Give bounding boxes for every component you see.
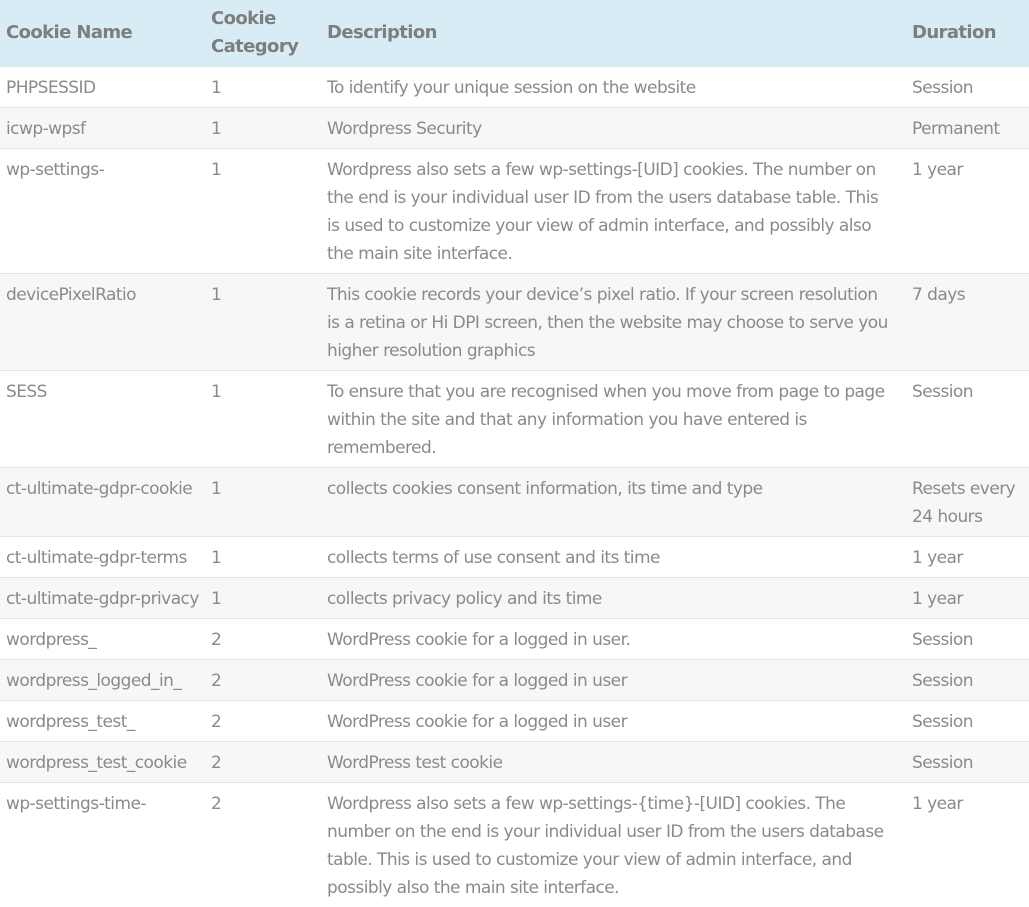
cell-duration: 7 days: [906, 273, 1029, 370]
cell-cookie-name: wp-settings-time-: [0, 782, 205, 907]
cell-cookie-category: 1: [205, 577, 321, 618]
cell-cookie-category: 1: [205, 536, 321, 577]
cell-duration: 1 year: [906, 782, 1029, 907]
cell-duration: 1 year: [906, 148, 1029, 273]
header-description: Description: [327, 21, 437, 43]
cell-cookie-category: 1: [205, 370, 321, 467]
table-row: [0, 370, 1029, 467]
table-row: [0, 659, 1029, 700]
cell-duration: Session: [906, 659, 1029, 700]
cell-cookie-name: wordpress_: [0, 618, 205, 659]
cell-duration: Resets every 24 hours: [906, 467, 1029, 536]
table-row: [0, 467, 1029, 536]
cell-cookie-name: devicePixelRatio: [0, 273, 205, 370]
table-header: [0, 0, 1029, 66]
cell-cookie-category: 1: [205, 148, 321, 273]
cell-duration: Permanent: [906, 107, 1029, 148]
table-row: [0, 536, 1029, 577]
cell-description: Wordpress also sets a few wp-settings-{time}-[UID] cookies. The number on the end is your individual user ID from the users database table. This is used to customize your view of admin interface, and possibly also the main site interface.: [321, 782, 906, 907]
cell-duration: 1 year: [906, 536, 1029, 577]
cell-cookie-name: ct-ultimate-gdpr-cookie: [0, 467, 205, 536]
cell-description: Wordpress Security: [321, 107, 906, 148]
cell-cookie-category: 1: [205, 66, 321, 107]
table-row: [0, 273, 1029, 370]
header-cookie-category: Cookie Category: [211, 7, 299, 57]
cell-description: collects cookies consent information, its time and type: [321, 467, 906, 536]
cell-cookie-name: icwp-wpsf: [0, 107, 205, 148]
cell-description: WordPress cookie for a logged in user: [321, 700, 906, 741]
cell-description: To identify your unique session on the website: [321, 66, 906, 107]
cell-description: To ensure that you are recognised when you move from page to page within the site and that any information you have entered is remembered.: [321, 370, 906, 467]
table-row: [0, 66, 1029, 107]
table-row: [0, 618, 1029, 659]
table-row: [0, 741, 1029, 782]
cell-description: Wordpress also sets a few wp-settings-[UID] cookies. The number on the end is your individual user ID from the users database table. This is used to customize your view of admin interface, and possibly also the main site interface.: [321, 148, 906, 273]
cell-description: WordPress cookie for a logged in user.: [321, 618, 906, 659]
cell-cookie-name: wordpress_logged_in_: [0, 659, 205, 700]
cell-cookie-category: 2: [205, 618, 321, 659]
cell-cookie-category: 2: [205, 782, 321, 907]
header-row: [0, 0, 1029, 66]
cell-duration: Session: [906, 618, 1029, 659]
header-cookie-name: Cookie Name: [6, 21, 133, 43]
cell-duration: Session: [906, 66, 1029, 107]
table-row: [0, 700, 1029, 741]
cell-description: This cookie records your device’s pixel ratio. If your screen resolution is a retina or Hi DPI screen, then the website may choose to serve you higher resolution graphics: [321, 273, 906, 370]
cell-duration: Session: [906, 370, 1029, 467]
cell-cookie-name: wordpress_test_cookie: [0, 741, 205, 782]
cell-cookie-category: 1: [205, 273, 321, 370]
cell-cookie-category: 2: [205, 741, 321, 782]
cell-cookie-category: 1: [205, 467, 321, 536]
cell-duration: Session: [906, 700, 1029, 741]
cell-description: WordPress cookie for a logged in user: [321, 659, 906, 700]
cell-description: collects terms of use consent and its time: [321, 536, 906, 577]
table-row: [0, 782, 1029, 907]
cell-cookie-name: ct-ultimate-gdpr-terms: [0, 536, 205, 577]
cell-description: collects privacy policy and its time: [321, 577, 906, 618]
table-row: [0, 577, 1029, 618]
cell-cookie-category: 2: [205, 659, 321, 700]
cell-cookie-name: PHPSESSID: [0, 66, 205, 107]
cell-cookie-category: 1: [205, 107, 321, 148]
cell-duration: 1 year: [906, 577, 1029, 618]
cell-cookie-name: wp-settings-: [0, 148, 205, 273]
table-row: [0, 107, 1029, 148]
cell-cookie-name: ct-ultimate-gdpr-privacy: [0, 577, 205, 618]
header-duration: Duration: [912, 21, 996, 43]
cell-cookie-name: SESS: [0, 370, 205, 467]
table-body: [0, 66, 1029, 907]
cell-cookie-category: 2: [205, 700, 321, 741]
cell-description: WordPress test cookie: [321, 741, 906, 782]
cell-duration: Session: [906, 741, 1029, 782]
cell-cookie-name: wordpress_test_: [0, 700, 205, 741]
table-row: [0, 148, 1029, 273]
